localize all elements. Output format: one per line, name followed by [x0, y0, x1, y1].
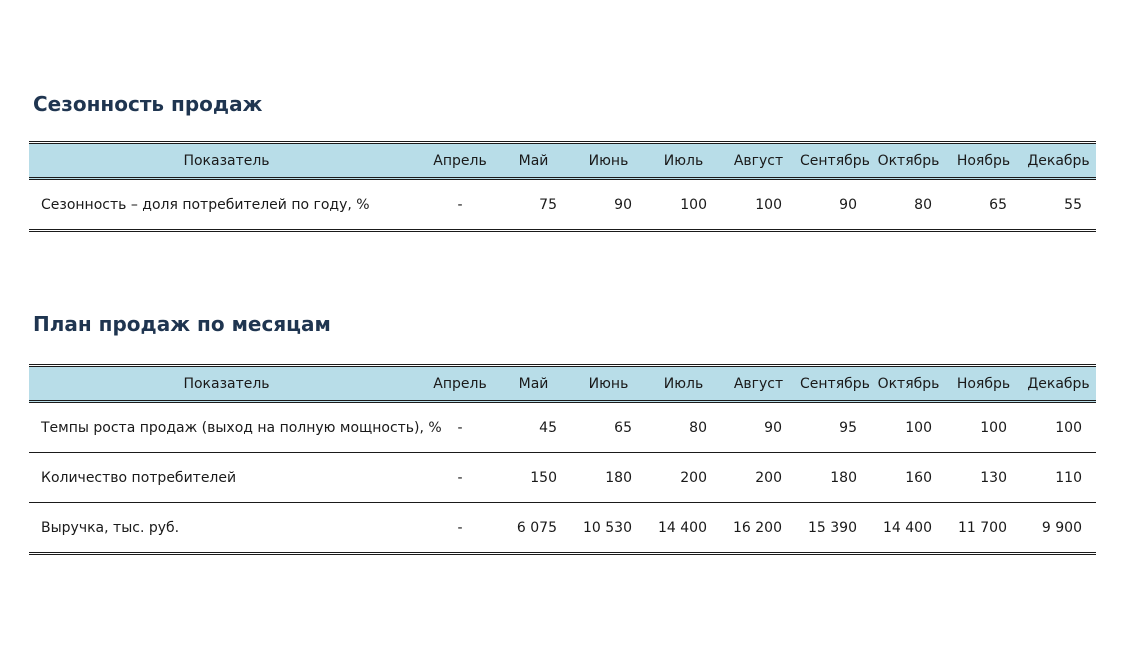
cell-october: 80 [871, 179, 946, 231]
row-label: Количество потребителей [29, 453, 424, 503]
cell-april: - [424, 179, 496, 231]
cell-april: - [424, 402, 496, 453]
header-june: Июнь [571, 366, 646, 402]
cell-december: 9 900 [1021, 503, 1096, 554]
header-indicator: Показатель [29, 143, 424, 179]
header-november: Ноябрь [946, 366, 1021, 402]
header-august: Август [721, 366, 796, 402]
table-header-row [29, 366, 1096, 402]
cell-june: 65 [571, 402, 646, 453]
header-july: Июль [646, 366, 721, 402]
header-april: Апрель [424, 143, 496, 179]
seasonality-title: Сезонность продаж [33, 92, 263, 116]
header-indicator: Показатель [29, 366, 424, 402]
cell-june: 10 530 [571, 503, 646, 554]
cell-july: 14 400 [646, 503, 721, 554]
table-row [29, 453, 1096, 503]
cell-october: 160 [871, 453, 946, 503]
cell-september: 15 390 [796, 503, 871, 554]
cell-august: 100 [721, 179, 796, 231]
header-september: Сентябрь [796, 366, 871, 402]
cell-september: 95 [796, 402, 871, 453]
cell-december: 100 [1021, 402, 1096, 453]
row-label: Выручка, тыс. руб. [29, 503, 424, 554]
cell-december: 55 [1021, 179, 1096, 231]
sales-plan-title: План продаж по месяцам [33, 312, 331, 336]
cell-july: 100 [646, 179, 721, 231]
cell-may: 6 075 [496, 503, 571, 554]
sales-plan-table [29, 364, 1096, 555]
cell-october: 100 [871, 402, 946, 453]
header-november: Ноябрь [946, 143, 1021, 179]
table-row [29, 402, 1096, 453]
row-label: Сезонность – доля потребителей по году, % [29, 179, 424, 231]
row-label: Темпы роста продаж (выход на полную мощность), % [29, 402, 424, 453]
seasonality-table [29, 141, 1096, 232]
cell-june: 90 [571, 179, 646, 231]
cell-august: 16 200 [721, 503, 796, 554]
cell-july: 200 [646, 453, 721, 503]
cell-november: 65 [946, 179, 1021, 231]
cell-october: 14 400 [871, 503, 946, 554]
cell-may: 75 [496, 179, 571, 231]
cell-july: 80 [646, 402, 721, 453]
cell-september: 90 [796, 179, 871, 231]
header-october: Октябрь [871, 366, 946, 402]
header-december: Декабрь [1021, 143, 1096, 179]
cell-november: 100 [946, 402, 1021, 453]
cell-august: 90 [721, 402, 796, 453]
header-april: Апрель [424, 366, 496, 402]
header-december: Декабрь [1021, 366, 1096, 402]
cell-november: 11 700 [946, 503, 1021, 554]
header-august: Август [721, 143, 796, 179]
cell-april: - [424, 503, 496, 554]
cell-may: 150 [496, 453, 571, 503]
header-june: Июнь [571, 143, 646, 179]
table-header-row [29, 143, 1096, 179]
header-may: Май [496, 143, 571, 179]
cell-september: 180 [796, 453, 871, 503]
cell-april: - [424, 453, 496, 503]
table-row [29, 179, 1096, 231]
header-july: Июль [646, 143, 721, 179]
header-september: Сентябрь [796, 143, 871, 179]
header-october: Октябрь [871, 143, 946, 179]
cell-june: 180 [571, 453, 646, 503]
cell-august: 200 [721, 453, 796, 503]
table-row [29, 503, 1096, 554]
cell-may: 45 [496, 402, 571, 453]
cell-november: 130 [946, 453, 1021, 503]
header-may: Май [496, 366, 571, 402]
cell-december: 110 [1021, 453, 1096, 503]
